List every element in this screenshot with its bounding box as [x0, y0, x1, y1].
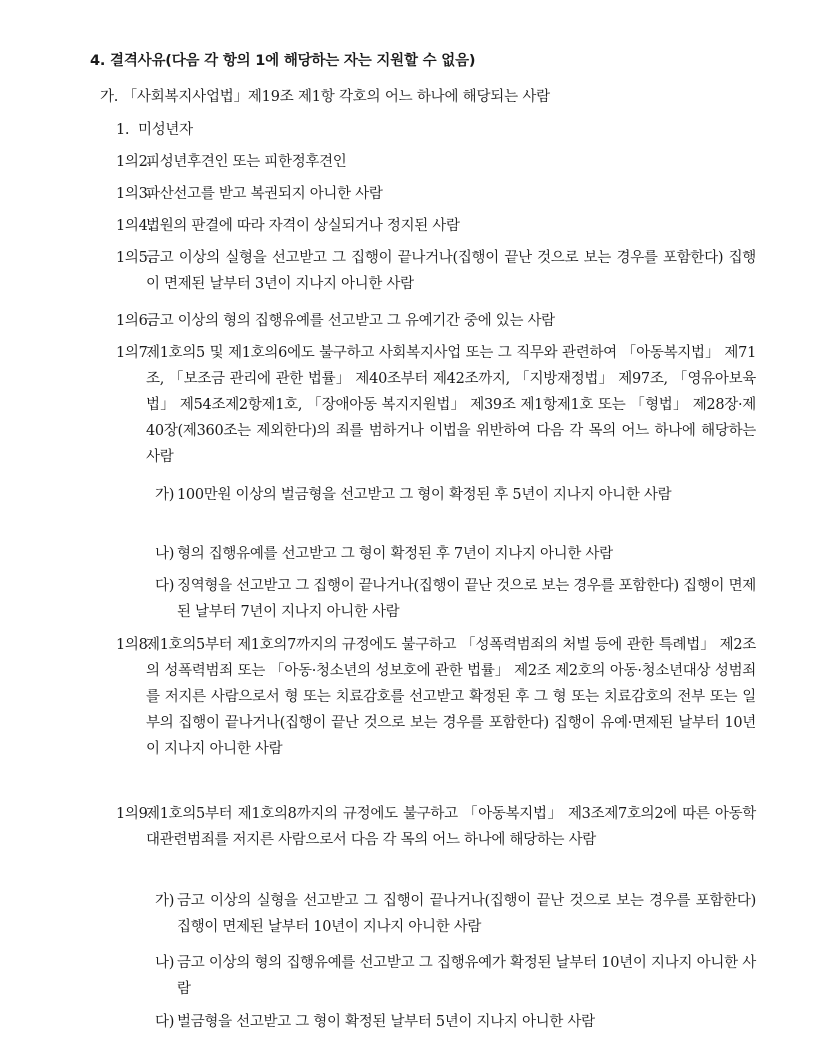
list-item — [155, 950, 756, 1002]
section-heading: 4. 결격사유(다음 각 항의 1에 해당하는 자는 지원할 수 없음) — [90, 53, 476, 69]
list-item — [116, 308, 756, 334]
list-item — [116, 245, 756, 297]
item-text: 금고 이상의 실형을 선고받고 그 집행이 끝나거나(집행이 끝난 것으로 보는 경우를 포함한다) 집행이 면제된 날부터 3년이 지나지 아니한 사람 — [146, 250, 756, 292]
item-text: 파산선고를 받고 복권되지 아니한 사람 — [146, 186, 383, 202]
item-text: 100만원 이상의 벌금형을 선고받고 그 형이 확정된 후 5년이 지나지 아니한 사람 — [177, 487, 672, 503]
item-text: 미성년자 — [138, 122, 193, 138]
item-number: 1. — [116, 122, 130, 138]
list-item — [116, 801, 756, 853]
list-item — [116, 213, 756, 239]
list-item — [116, 117, 756, 143]
item-text: 제1호의5부터 제1호의8까지의 규정에도 불구하고 「아동복지법」 제3조제7호의2에 따른 아동학대관련범죄를 저지른 사람으로서 다음 각 목의 어느 하나에 해당하는 사람 — [146, 806, 756, 848]
item-number: 1의5. — [116, 250, 152, 266]
item-text: 피성년후견인 또는 피한정후견인 — [146, 154, 347, 170]
list-item — [116, 632, 756, 762]
item-number: 1의8. — [116, 637, 152, 653]
item-number: 1의6. — [116, 313, 152, 329]
item-text: 금고 이상의 형의 집행유예를 선고받고 그 유예기간 중에 있는 사람 — [146, 313, 555, 329]
item-text: 형의 집행유예를 선고받고 그 형이 확정된 후 7년이 지나지 아니한 사람 — [177, 546, 613, 562]
list-item — [116, 181, 756, 207]
item-number: 다) — [155, 1014, 175, 1030]
item-text: 제1호의5 및 제1호의6에도 불구하고 사회복지사업 또는 그 직무와 관련하여 「아동복지법」 제71조, 「보조금 관리에 관한 법률」 제40조부터 제42조까지, 「지방재정법」 제97조, 「영유아보육법」 제54조제2항제1호, 「장애아동 복지지원법」 제39조 제1항제1호 또는 「형법」 제28장·제40장(제360조는 제외한다)의 죄를 범하거나 이법을 위반하여 다음 각 목의 어느 하나에 해당하는 사람 — [146, 345, 756, 465]
list-item — [155, 888, 756, 940]
sub-heading: 가. 「사회복지사업법」제19조 제1항 각호의 어느 하나에 해당되는 사람 — [100, 89, 550, 105]
item-number: 가) — [155, 893, 175, 909]
item-number: 1의2. — [116, 154, 152, 170]
item-number: 1의3. — [116, 186, 152, 202]
item-text: 법원의 판결에 따라 자격이 상실되거나 정지된 사람 — [146, 218, 460, 234]
item-text: 벌금형을 선고받고 그 형이 확정된 날부터 5년이 지나지 아니한 사람 — [177, 1014, 595, 1030]
item-number: 나) — [155, 955, 175, 971]
list-item — [155, 1009, 756, 1035]
item-text: 금고 이상의 형의 집행유예를 선고받고 그 집행유예가 확정된 날부터 10년이 지나지 아니한 사람 — [177, 955, 756, 997]
item-number: 다) — [155, 578, 175, 594]
list-item — [116, 340, 756, 470]
list-item — [116, 149, 756, 175]
item-text: 제1호의5부터 제1호의7까지의 규정에도 불구하고 「성폭력범죄의 처벌 등에 관한 특례법」 제2조의 성폭력범죄 또는 「아동·청소년의 성보호에 관한 법률」 제2조 제2호의 아동·청소년대상 성범죄를 저지른 사람으로서 형 또는 치료감호를 선고받고 확정된 후 그 형 또는 치료감호의 전부 또는 일부의 집행이 끝나거나(집행이 끝난 것으로 보는 경우를 포함한다) 집행이 유예·면제된 날부터 10년이 지나지 아니한 사람 — [146, 637, 756, 757]
item-text: 금고 이상의 실형을 선고받고 그 집행이 끝나거나(집행이 끝난 것으로 보는 경우를 포함한다) 집행이 면제된 날부터 10년이 지나지 아니한 사람 — [177, 893, 756, 935]
list-item — [155, 573, 756, 625]
list-item — [155, 482, 756, 508]
item-number: 1의4. — [116, 218, 152, 234]
item-number: 나) — [155, 546, 175, 562]
item-number: 가) — [155, 487, 175, 503]
item-number: 1의7. — [116, 345, 152, 361]
item-number: 1의9. — [116, 806, 152, 822]
item-text: 징역형을 선고받고 그 집행이 끝나거나(집행이 끝난 것으로 보는 경우를 포함한다) 집행이 면제된 날부터 7년이 지나지 아니한 사람 — [177, 578, 756, 620]
list-item — [155, 541, 756, 567]
